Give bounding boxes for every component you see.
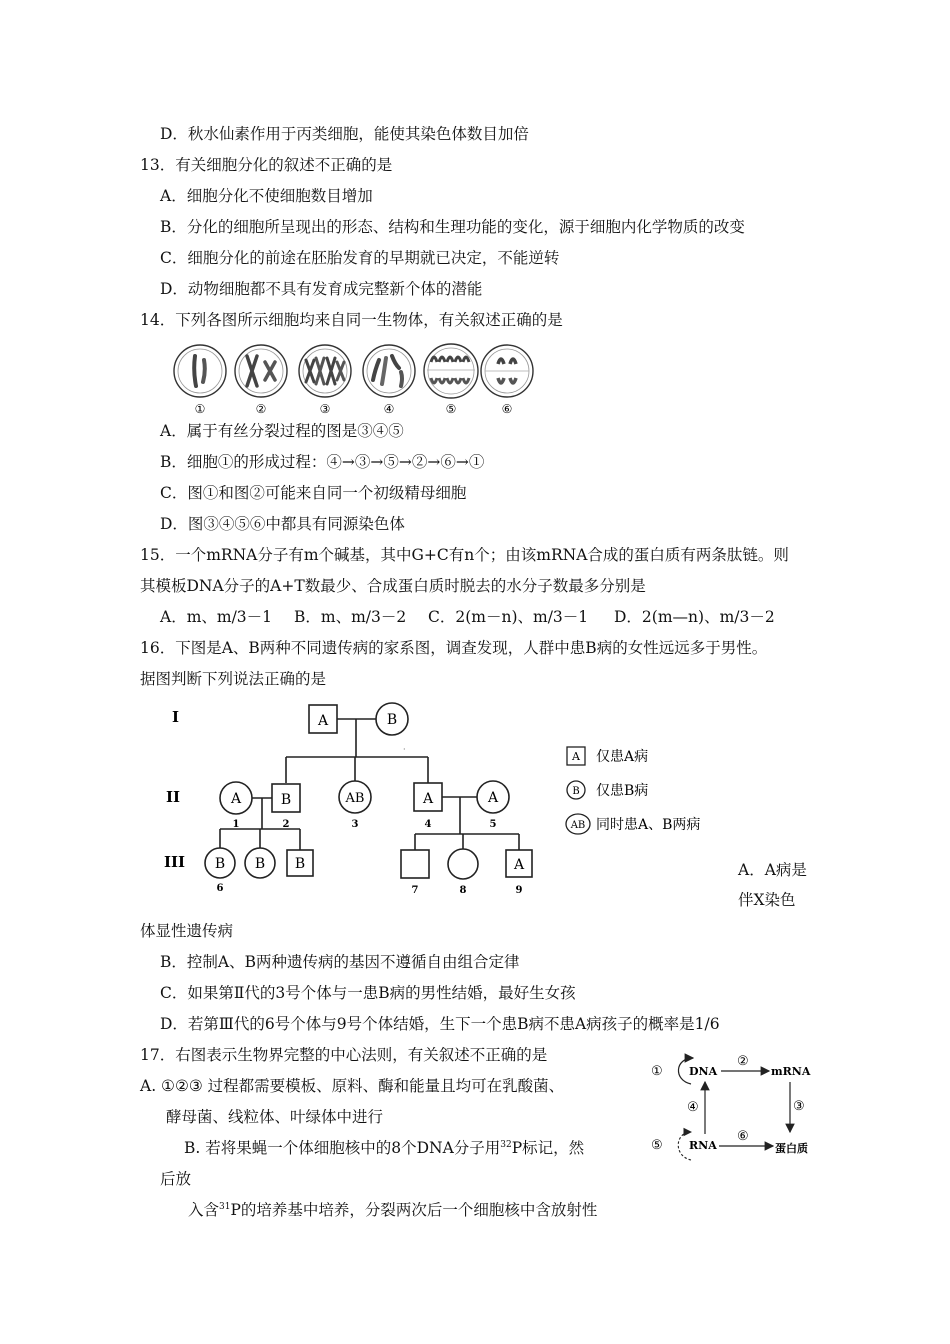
q16-option-c: C．如果第Ⅱ代的3号个体与一患B病的男性结婚，最好生女孩 [160, 984, 576, 1002]
q13-option-c: C．细胞分化的前途在胚胎发育的早期就已决定，不能逆转 [160, 249, 560, 267]
q12-option-d: D．秋水仙素作用于丙类细胞，能使其染色体数目加倍 [160, 125, 529, 143]
generation-label-iii: III [164, 853, 186, 871]
q15-option-d: D．2(m—n)、m/3－2 [614, 608, 775, 626]
q17-option-b-line1: B. 若将果蝇一个体细胞核中的8个DNA分子用$^{32}$P标记，然 [184, 1139, 585, 1157]
gen3-num-6: 6 [216, 883, 224, 894]
q15-stem-line1: 15．一个mRNA分子有m个碱基，其中G+C有n个；由该mRNA合成的蛋白质有两条肽链。则 [140, 546, 789, 564]
cell-division-figure [165, 342, 545, 418]
gen3-num-7: 7 [411, 885, 419, 896]
gen3-individual-6-label: B [214, 856, 226, 872]
q17-option-b-line2: 后放 [160, 1170, 192, 1188]
cell-5 [424, 344, 478, 416]
q13-option-d: D．动物细胞都不具有发育成完整新个体的潜能 [160, 280, 483, 298]
gen3-individual-8 [448, 849, 478, 879]
gen2-num-3: 3 [351, 819, 359, 830]
pedigree-chart [150, 695, 750, 915]
q17-option-a-line2: 酵母菌、线粒体、叶绿体中进行 [166, 1108, 384, 1126]
process-2-label: ② [737, 1054, 749, 1069]
cell-6-label: ⑥ [501, 402, 513, 416]
gen2-individual-4-label: A [422, 791, 434, 807]
q14-option-c: C．图①和图②可能来自同一个初级精母细胞 [160, 484, 467, 502]
q17-option-a-line1: A. ①②③ 过程都需要模板、原料、酶和能量且均可在乳酸菌、 [140, 1077, 565, 1095]
cell-4-label: ④ [383, 402, 395, 416]
svg-text:·: · [403, 745, 406, 754]
gen1-male-label: A [317, 713, 329, 729]
svg-text:AB: AB [570, 820, 586, 831]
svg-text:A: A [572, 750, 580, 763]
gen2-num-1: 1 [232, 819, 240, 830]
q14-stem: 14．下列各图所示细胞均来自同一生物体，有关叙述正确的是 [140, 311, 563, 329]
process-4-label: ④ [687, 1100, 699, 1115]
gen3-num-8: 8 [459, 885, 467, 896]
gen3-child-3-label: B [294, 856, 306, 872]
mrna-label: mRNA [771, 1065, 811, 1078]
q13-stem: 13．有关细胞分化的叙述不正确的是 [140, 156, 393, 174]
svg-text:B: B [572, 786, 580, 797]
q16-option-a-part3: 体显性遗传病 [140, 922, 234, 940]
q15-stem-line2: 其模板DNA分子的A+T数最少、合成蛋白质时脱去的水分子数最多分别是 [140, 577, 646, 595]
cell-1 [174, 345, 226, 416]
q16-stem-line2: 据图判断下列说法正确的是 [140, 670, 327, 688]
q15-option-b: B．m、m/3－2 [294, 608, 407, 626]
q14-option-a: A．属于有丝分裂过程的图是③④⑤ [160, 422, 404, 440]
gen2-num-2: 2 [282, 819, 290, 830]
legend-ab-text: 同时患A、B两病 [596, 817, 701, 833]
q16-stem-line1: 16．下图是A、B两种不同遗传病的家系图，调查发现，人群中患B病的女性远远多于男性。 [140, 639, 768, 657]
gen3-num-9: 9 [515, 885, 523, 896]
process-5-label: ⑤ [651, 1138, 663, 1153]
cell-5-label: ⑤ [445, 402, 457, 416]
cell-2-label: ② [255, 402, 267, 416]
q16-option-a-part2: 伴X染色 [738, 891, 796, 909]
q15-option-c: C．2(m－n)、m/3－1 [428, 608, 589, 626]
cell-2 [235, 345, 287, 416]
central-dogma-diagram [645, 1052, 820, 1164]
process-3-label: ③ [793, 1099, 805, 1114]
process-6-label: ⑥ [737, 1129, 749, 1144]
legend-b-text: 仅患B病 [596, 783, 649, 799]
q14-option-b: B．细胞①的形成过程：④→③→⑤→②→⑥→① [160, 453, 485, 471]
q13-option-b: B．分化的细胞所呈现出的形态、结构和生理功能的变化，源于细胞内化学物质的改变 [160, 218, 745, 236]
q15-option-a: A．m、m/3－1 [160, 608, 273, 626]
gen1-female-label: B [386, 712, 398, 728]
gen3-individual-7 [401, 850, 429, 878]
cell-4 [363, 345, 415, 416]
q14-option-d: D．图③④⑤⑥中都具有同源染色体 [160, 515, 405, 533]
gen2-individual-1-label: A [230, 791, 242, 807]
q17-option-b-line3: 入含$^{31}$P的培养基中培养，分裂两次后一个细胞核中含放射性 [188, 1201, 598, 1219]
q16-option-a-part1: A．A病是 [738, 861, 807, 879]
q17-stem: 17．右图表示生物界完整的中心法则，有关叙述不正确的是 [140, 1046, 548, 1064]
q16-option-d: D．若第Ⅲ代的6号个体与9号个体结婚，生下一个患B病不患A病孩子的概率是1/6 [160, 1015, 720, 1033]
gen2-num-4: 4 [424, 819, 432, 830]
gen2-individual-3-label: AB [345, 791, 365, 806]
q16-option-b: B．控制A、B两种遗传病的基因不遵循自由组合定律 [160, 953, 520, 971]
dna-label: DNA [689, 1065, 718, 1078]
gen3-individual-9-label: A [513, 857, 525, 873]
gen2-individual-5-label: A [487, 790, 499, 806]
gen2-individual-2-label: B [280, 792, 292, 808]
gen3-child-2-label: B [254, 856, 266, 872]
generation-label-i: I [172, 708, 180, 726]
protein-label: 蛋白质 [775, 1142, 808, 1155]
cell-1-label: ① [194, 402, 206, 416]
rna-label: RNA [689, 1139, 717, 1152]
q13-option-a: A．细胞分化不使细胞数目增加 [160, 187, 373, 205]
process-1-label: ① [651, 1064, 663, 1079]
generation-label-ii: II [166, 788, 181, 806]
pedigree-legend [566, 747, 700, 834]
gen2-num-5: 5 [489, 819, 497, 830]
cell-3-label: ③ [319, 402, 331, 416]
cell-6 [481, 345, 533, 416]
cell-3 [299, 345, 351, 416]
legend-a-text: 仅患A病 [596, 749, 649, 765]
